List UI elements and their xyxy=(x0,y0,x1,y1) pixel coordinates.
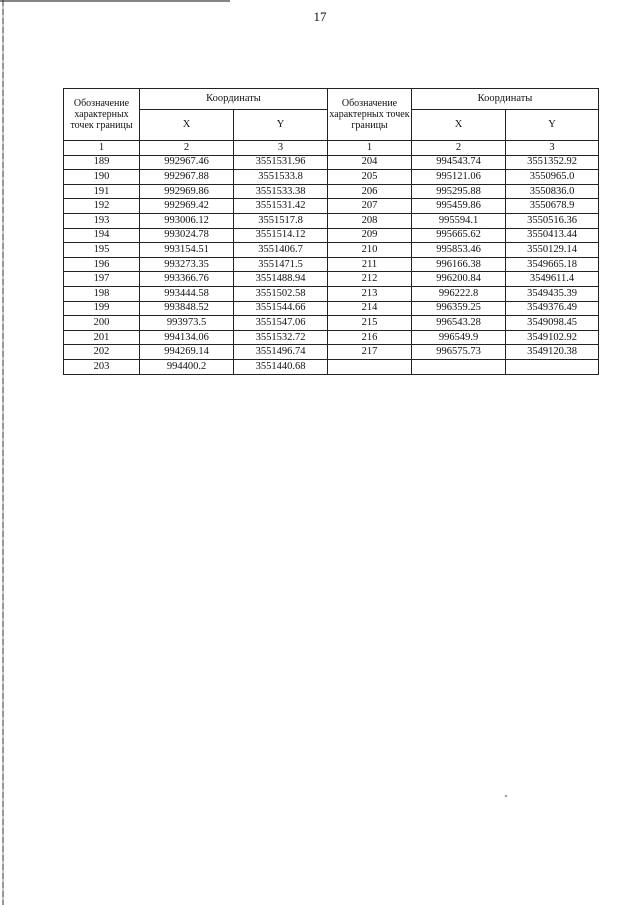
y-coordinate-cell: 3549102.92 xyxy=(506,330,599,345)
x-coordinate-cell: 996359.25 xyxy=(412,301,506,316)
x-coordinate-cell: 994134.06 xyxy=(140,330,234,345)
page-scan-top-mark xyxy=(0,0,230,2)
point-id-cell: 199 xyxy=(64,301,140,316)
x-coordinate-cell: 995665.62 xyxy=(412,228,506,243)
y-coordinate-cell: 3551406.7 xyxy=(234,243,328,258)
y-coordinate-cell: 3551533.8 xyxy=(234,170,328,185)
boundary-coordinates-table xyxy=(63,88,599,375)
table-row xyxy=(64,345,599,360)
y-coordinate-cell: 3551547.06 xyxy=(234,316,328,331)
point-id-cell: 217 xyxy=(328,345,412,360)
table-row xyxy=(64,257,599,272)
page-scan-edge xyxy=(2,0,4,905)
table-row xyxy=(64,359,599,374)
point-id-cell: 190 xyxy=(64,170,140,185)
table-row xyxy=(64,155,599,170)
y-coordinate-cell: 3551496.74 xyxy=(234,345,328,360)
point-id-cell: 209 xyxy=(328,228,412,243)
point-id-cell: 194 xyxy=(64,228,140,243)
column-index: 3 xyxy=(506,141,599,156)
y-coordinate-cell: 3551514.12 xyxy=(234,228,328,243)
point-id-cell: 192 xyxy=(64,199,140,214)
column-index: 1 xyxy=(328,141,412,156)
point-id-cell: 213 xyxy=(328,286,412,301)
x-coordinate-cell: 995121.06 xyxy=(412,170,506,185)
point-id-cell: 216 xyxy=(328,330,412,345)
header-y-left: Y xyxy=(234,110,328,141)
y-coordinate-cell: 3551502.58 xyxy=(234,286,328,301)
table-body xyxy=(64,89,599,375)
table-row xyxy=(64,184,599,199)
x-coordinate-cell: 996166.38 xyxy=(412,257,506,272)
x-coordinate-cell: 992969.42 xyxy=(140,199,234,214)
y-coordinate-cell: 3549376.49 xyxy=(506,301,599,316)
table-row xyxy=(64,316,599,331)
y-coordinate-cell: 3550965.0 xyxy=(506,170,599,185)
column-index: 3 xyxy=(234,141,328,156)
empty-cell xyxy=(412,359,506,374)
y-coordinate-cell: 3549120.38 xyxy=(506,345,599,360)
point-id-cell: 191 xyxy=(64,184,140,199)
point-id-cell: 205 xyxy=(328,170,412,185)
y-coordinate-cell: 3550413.44 xyxy=(506,228,599,243)
x-coordinate-cell: 996222.8 xyxy=(412,286,506,301)
point-id-cell: 195 xyxy=(64,243,140,258)
y-coordinate-cell: 3549611.4 xyxy=(506,272,599,287)
point-id-cell: 207 xyxy=(328,199,412,214)
y-coordinate-cell: 3549435.39 xyxy=(506,286,599,301)
x-coordinate-cell: 994400.2 xyxy=(140,359,234,374)
x-coordinate-cell: 993366.76 xyxy=(140,272,234,287)
x-coordinate-cell: 996549.9 xyxy=(412,330,506,345)
table-row xyxy=(64,213,599,228)
y-coordinate-cell: 3551440.68 xyxy=(234,359,328,374)
point-id-cell: 198 xyxy=(64,286,140,301)
y-coordinate-cell: 3551471.5 xyxy=(234,257,328,272)
scan-speck xyxy=(505,795,507,797)
x-coordinate-cell: 994543.74 xyxy=(412,155,506,170)
y-coordinate-cell: 3551532.72 xyxy=(234,330,328,345)
x-coordinate-cell: 995594.1 xyxy=(412,213,506,228)
y-coordinate-cell: 3551517.8 xyxy=(234,213,328,228)
header-point-designation-left: Обозначение характерных точек границы xyxy=(64,89,140,141)
header-coordinates-left: Координаты xyxy=(140,89,328,110)
point-id-cell: 212 xyxy=(328,272,412,287)
x-coordinate-cell: 994269.14 xyxy=(140,345,234,360)
x-coordinate-cell: 992969.86 xyxy=(140,184,234,199)
point-id-cell: 200 xyxy=(64,316,140,331)
empty-cell xyxy=(328,359,412,374)
y-coordinate-cell: 3551531.96 xyxy=(234,155,328,170)
x-coordinate-cell: 995295.88 xyxy=(412,184,506,199)
point-id-cell: 202 xyxy=(64,345,140,360)
y-coordinate-cell: 3549098.45 xyxy=(506,316,599,331)
point-id-cell: 201 xyxy=(64,330,140,345)
y-coordinate-cell: 3551544.66 xyxy=(234,301,328,316)
page-number: 17 xyxy=(313,9,327,24)
column-index-row xyxy=(64,141,599,156)
y-coordinate-cell: 3551531.42 xyxy=(234,199,328,214)
y-coordinate-cell: 3551352.92 xyxy=(506,155,599,170)
table-row xyxy=(64,330,599,345)
x-coordinate-cell: 993444.58 xyxy=(140,286,234,301)
table-row xyxy=(64,301,599,316)
table-row xyxy=(64,170,599,185)
x-coordinate-cell: 992967.88 xyxy=(140,170,234,185)
x-coordinate-cell: 995459.86 xyxy=(412,199,506,214)
empty-cell xyxy=(506,359,599,374)
point-id-cell: 203 xyxy=(64,359,140,374)
y-coordinate-cell: 3551533.38 xyxy=(234,184,328,199)
y-coordinate-cell: 3550516.36 xyxy=(506,213,599,228)
x-coordinate-cell: 993154.51 xyxy=(140,243,234,258)
point-id-cell: 210 xyxy=(328,243,412,258)
point-id-cell: 196 xyxy=(64,257,140,272)
x-coordinate-cell: 993006.12 xyxy=(140,213,234,228)
header-row xyxy=(64,89,599,110)
x-coordinate-cell: 993273.35 xyxy=(140,257,234,272)
y-coordinate-cell: 3550129.14 xyxy=(506,243,599,258)
x-coordinate-cell: 993848.52 xyxy=(140,301,234,316)
table-row xyxy=(64,243,599,258)
point-id-cell: 208 xyxy=(328,213,412,228)
x-coordinate-cell: 992967.46 xyxy=(140,155,234,170)
y-coordinate-cell: 3550836.0 xyxy=(506,184,599,199)
point-id-cell: 193 xyxy=(64,213,140,228)
x-coordinate-cell: 996543.28 xyxy=(412,316,506,331)
point-id-cell: 215 xyxy=(328,316,412,331)
header-point-designation-right: Обозначение характерных точек границы xyxy=(328,89,412,141)
y-coordinate-cell: 3550678.9 xyxy=(506,199,599,214)
header-coordinates-right: Координаты xyxy=(412,89,599,110)
y-coordinate-cell: 3549665.18 xyxy=(506,257,599,272)
header-x-left: X xyxy=(140,110,234,141)
y-coordinate-cell: 3551488.94 xyxy=(234,272,328,287)
x-coordinate-cell: 995853.46 xyxy=(412,243,506,258)
point-id-cell: 211 xyxy=(328,257,412,272)
column-index: 1 xyxy=(64,141,140,156)
x-coordinate-cell: 996200.84 xyxy=(412,272,506,287)
x-coordinate-cell: 996575.73 xyxy=(412,345,506,360)
header-x-right: X xyxy=(412,110,506,141)
table-row xyxy=(64,199,599,214)
header-y-right: Y xyxy=(506,110,599,141)
point-id-cell: 189 xyxy=(64,155,140,170)
point-id-cell: 206 xyxy=(328,184,412,199)
x-coordinate-cell: 993973.5 xyxy=(140,316,234,331)
column-index: 2 xyxy=(140,141,234,156)
table-row xyxy=(64,286,599,301)
point-id-cell: 197 xyxy=(64,272,140,287)
x-coordinate-cell: 993024.78 xyxy=(140,228,234,243)
table-row xyxy=(64,272,599,287)
column-index: 2 xyxy=(412,141,506,156)
point-id-cell: 204 xyxy=(328,155,412,170)
table-row xyxy=(64,228,599,243)
point-id-cell: 214 xyxy=(328,301,412,316)
